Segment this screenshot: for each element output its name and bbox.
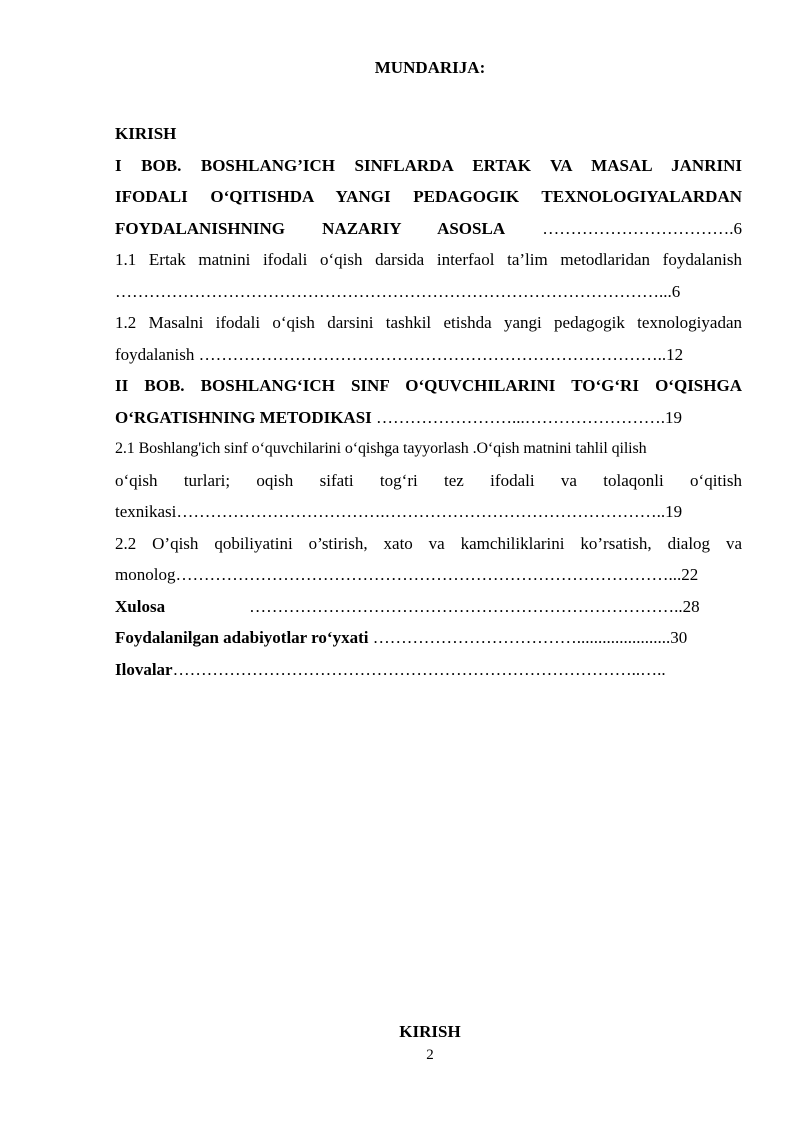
toc-chapter1-line2[interactable]: IFODALI O‘QITISHDA YANGI PEDAGOGIK TEXNOLOGIYALARDAN [115, 187, 742, 206]
toc-section-2-2-line1[interactable]: 2.2 O’qish qobiliyatini o’stirish, xato va kamchiliklarini ko’rsatish, dialog va [115, 533, 742, 553]
toc-adabiyotlar-label: Foydalanilgan adabiyotlar ro‘yxati [115, 628, 369, 647]
toc-chapter1-leader: …………………………….6 [542, 218, 742, 238]
page-title: MUNDARIJA: [374, 58, 486, 77]
toc-chapter2-title-end: O‘RGATISHNING METODIKASI [115, 407, 372, 427]
toc-chapter1-title-end: FOYDALANISHNING NAZARIY ASOSLA [115, 218, 506, 238]
toc-xulosa-leader: …………………………………………………………………..28 [249, 596, 700, 616]
toc-xulosa-label: Xulosa [115, 596, 166, 616]
table-of-contents [115, 118, 742, 685]
next-section-heading: KIRISH [399, 1022, 461, 1041]
toc-chapter2-line2[interactable] [115, 402, 742, 434]
toc-section-2-1-line3[interactable]: texnikasi……………………………….…………………………………………..19 [115, 502, 683, 521]
toc-section-1-2-line1[interactable]: 1.2 Masalni ifodali o‘qish darsini tashkil etishda yangi pedagogik texnologiyadan [115, 313, 742, 332]
toc-ilovalar-leader: ………………………………………………………………………..….. [172, 659, 666, 679]
toc-chapter1-line3[interactable] [115, 213, 742, 245]
toc-section-2-1-line1[interactable]: 2.1 Boshlang'ich sinf o‘quvchilarini o‘qishga tayyorlash .O‘qish matnini tahlil qilish [115, 440, 647, 457]
toc-section-1-1-leader: ……………………………………………………………………………………...6 [115, 281, 681, 301]
toc-ilovalar-label: Ilovalar [115, 659, 173, 679]
page-number: 2 [426, 1047, 434, 1063]
toc-entry-kirish[interactable]: KIRISH [115, 124, 177, 143]
toc-entry-xulosa[interactable] [115, 591, 742, 623]
toc-section-2-2-line2[interactable]: monolog……………………………………………………………………………...22 [115, 565, 699, 584]
toc-chapter2-line1[interactable]: II BOB. BOSHLANG‘ICH SINF O‘QUVCHILARINI TO‘G‘RI O‘QISHGA [115, 376, 742, 395]
toc-section-1-1-line1[interactable]: 1.1 Ertak matnini ifodali o‘qish darsida interfaol ta’lim metodlaridan foydalanish [115, 250, 742, 269]
toc-adabiyotlar-leader: ………………………………......................30 [368, 628, 688, 647]
toc-chapter2-leader: ……………………...…………………….19 [371, 407, 683, 427]
toc-entry-adabiyotlar[interactable] [115, 622, 742, 654]
toc-entry-ilovalar[interactable] [115, 654, 742, 686]
toc-chapter1-line1[interactable]: I BOB. BOSHLANG’ICH SINFLARDA ERTAK VA MASAL JANRINI [115, 155, 742, 175]
toc-section-2-1-line2[interactable]: o‘qish turlari; oqish sifati tog‘ri tez ifodali va tolaqonli o‘qitish [115, 470, 742, 490]
toc-section-1-2-line2[interactable]: foydalanish ………………………………………………………………………..12 [115, 344, 684, 364]
